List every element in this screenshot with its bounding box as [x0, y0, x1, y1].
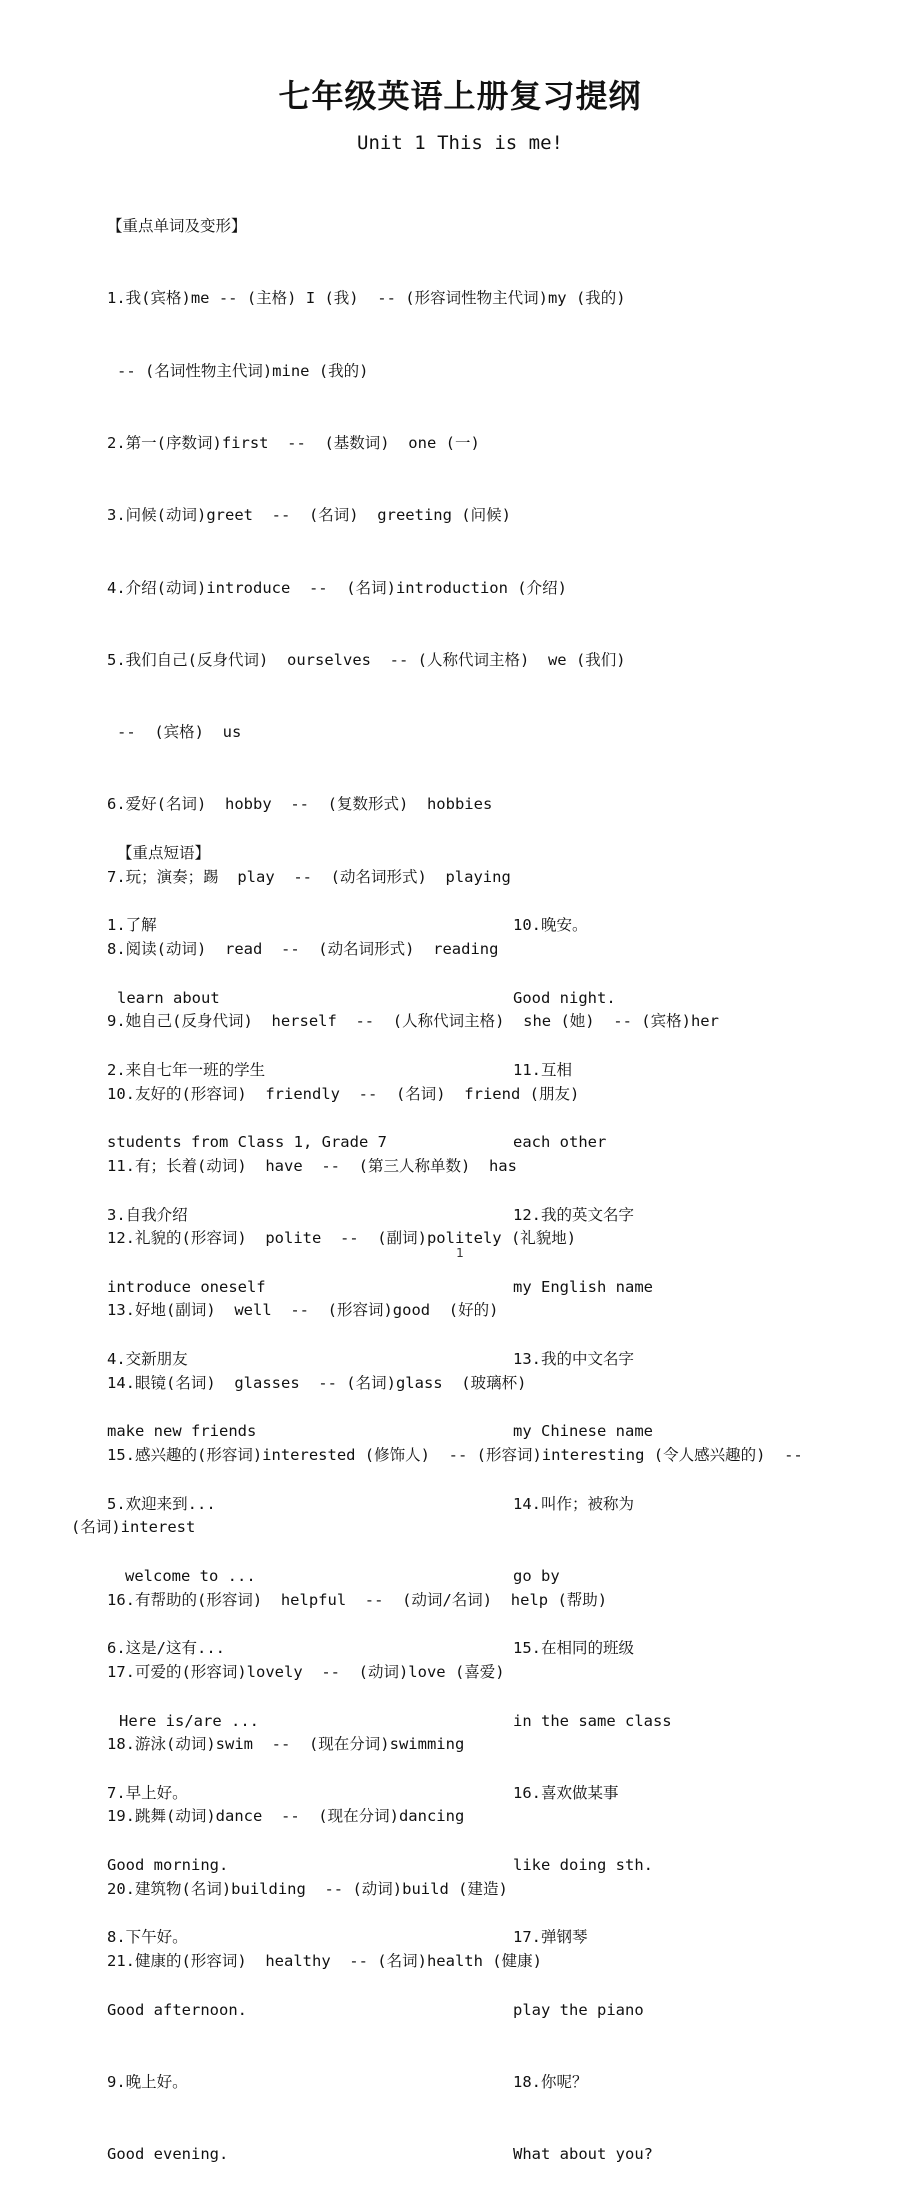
phrase-en: go by: [513, 1567, 560, 1585]
vocab-item: 16.有帮助的(形容词) helpful -- (动词/名词) help (帮助): [107, 1590, 608, 1609]
phrase-en: learn about: [117, 988, 220, 1007]
vocab-item: 12.礼貌的(形容词) polite -- (副词)politely (礼貌地): [107, 1229, 577, 1248]
phrase-cn: 10.晚安。: [513, 916, 588, 935]
phrase-cn: 11.互相: [513, 1061, 572, 1080]
phrase-en: each other: [513, 1133, 607, 1152]
vocab-item: 8.阅读(动词) read -- (动名词形式) reading: [107, 940, 499, 958]
vocab-item: 18.游泳(动词)swim -- (现在分词)swimming: [107, 1735, 465, 1754]
vocab-item: 21.健康的(形容词) healthy -- (名词)health (健康): [107, 1951, 542, 1970]
vocab-item-continuation: -- (宾格) us: [117, 723, 242, 742]
vocab-item: 1.我(宾格)me -- (主格) I (我) -- (形容词性物主代词)my (我的): [107, 289, 626, 308]
phrase-cn: 6.这是/这有...: [107, 1639, 225, 1658]
phrase-en: Good evening.: [107, 2145, 229, 2164]
phrase-cn: 12.我的英文名字: [513, 1205, 634, 1224]
phrase-en: like doing sth.: [513, 1856, 653, 1875]
phrase-en: Good afternoon.: [107, 2000, 247, 2019]
vocab-item: 14.眼镜(名词) glasses -- (名词)glass (玻璃杯): [107, 1373, 527, 1392]
vocab-item-continuation: (名词)interest: [71, 1518, 196, 1537]
vocab-item: 9.她自己(反身代词) herself -- (人称代词主格) she (她) -- (宾格)her: [107, 1012, 719, 1031]
vocabulary-heading: 【重点单词及变形】: [107, 217, 247, 236]
phrase-en: welcome to ...: [125, 1567, 256, 1585]
phrase-en: make new friends: [107, 1422, 257, 1441]
vocab-item: 10.友好的(形容词) friendly -- (名词) friend (朋友): [107, 1084, 580, 1103]
phrase-en: Good morning.: [107, 1856, 229, 1875]
phrase-cn: 16.喜欢做某事: [513, 1783, 619, 1802]
phrase-cn: 18.你呢？: [513, 2072, 588, 2091]
phrases-left-column: [107, 793, 497, 2190]
phrase-en: play the piano: [513, 2000, 644, 2019]
vocab-item: 19.跳舞(动词)dance -- (现在分词)dancing: [107, 1807, 465, 1826]
page-number: 1: [456, 1246, 464, 1260]
unit-heading: Unit 1 This is me!: [357, 132, 563, 154]
vocab-item: 11.有；长着(动词) have -- (第三人称单数) has: [107, 1156, 517, 1175]
vocab-item: 20.建筑物(名词)building -- (动词)build (建造): [107, 1879, 508, 1898]
phrases-right-column: [513, 793, 903, 2190]
phrase-en: Here is/are ...: [119, 1711, 259, 1730]
phrase-cn: 3.自我介绍: [107, 1205, 188, 1224]
vocab-item: 13.好地(副词) well -- (形容词)good (好的): [107, 1301, 499, 1320]
phrase-cn: 17.弹钢琴: [513, 1928, 588, 1947]
phrase-cn: 5.欢迎来到...: [107, 1494, 216, 1513]
phrase-cn: 15.在相同的班级: [513, 1639, 634, 1658]
phrase-en: students from Class 1, Grade 7: [107, 1133, 387, 1152]
vocab-item-continuation: -- (名词性物主代词)mine (我的): [117, 361, 369, 380]
vocab-item: 15.感兴趣的(形容词)interested (修饰人) -- (形容词)interesting (令人感兴趣的) --: [107, 1445, 803, 1464]
phrase-en: What about you?: [513, 2145, 653, 2164]
vocab-item: 2.第一(序数词)first -- (基数词) one (一): [107, 434, 480, 453]
phrase-cn: 4.交新朋友: [107, 1350, 188, 1369]
vocab-item: 3.问候(动词)greet -- (名词) greeting (问候): [107, 506, 511, 525]
phrase-cn: 14.叫作；被称为: [513, 1494, 634, 1513]
phrase-cn: 8.下午好。: [107, 1928, 188, 1947]
phrase-en: Good night.: [513, 988, 616, 1007]
phrase-cn: 7.早上好。: [107, 1783, 188, 1802]
phrase-cn: 13.我的中文名字: [513, 1350, 634, 1369]
vocab-item: 4.介绍(动词)introduce -- (名词)introduction (介绍): [107, 578, 567, 597]
phrase-cn: 9.晚上好。: [107, 2072, 188, 2091]
phrases-heading: 【重点短语】: [117, 844, 211, 863]
vocab-item: 17.可爱的(形容词)lovely -- (动词)love (喜爱): [107, 1662, 505, 1681]
phrase-en: my English name: [513, 1277, 653, 1296]
vocab-item: 7.玩；演奏；踢 play -- (动名词形式) playing: [107, 867, 511, 886]
phrase-en: introduce oneself: [107, 1277, 266, 1296]
phrase-en: in the same class: [513, 1711, 672, 1730]
phrase-en: my Chinese name: [513, 1422, 653, 1441]
vocab-item: 5.我们自己(反身代词) ourselves -- (人称代词主格) we (我们): [107, 650, 626, 669]
phrase-cn: 2.来自七年一班的学生: [107, 1061, 266, 1080]
vocab-item: 6.爱好(名词) hobby -- (复数形式) hobbies: [107, 795, 493, 814]
page-title: 七年级英语上册复习提纲: [278, 77, 642, 115]
phrase-cn: 1.了解: [107, 916, 157, 935]
